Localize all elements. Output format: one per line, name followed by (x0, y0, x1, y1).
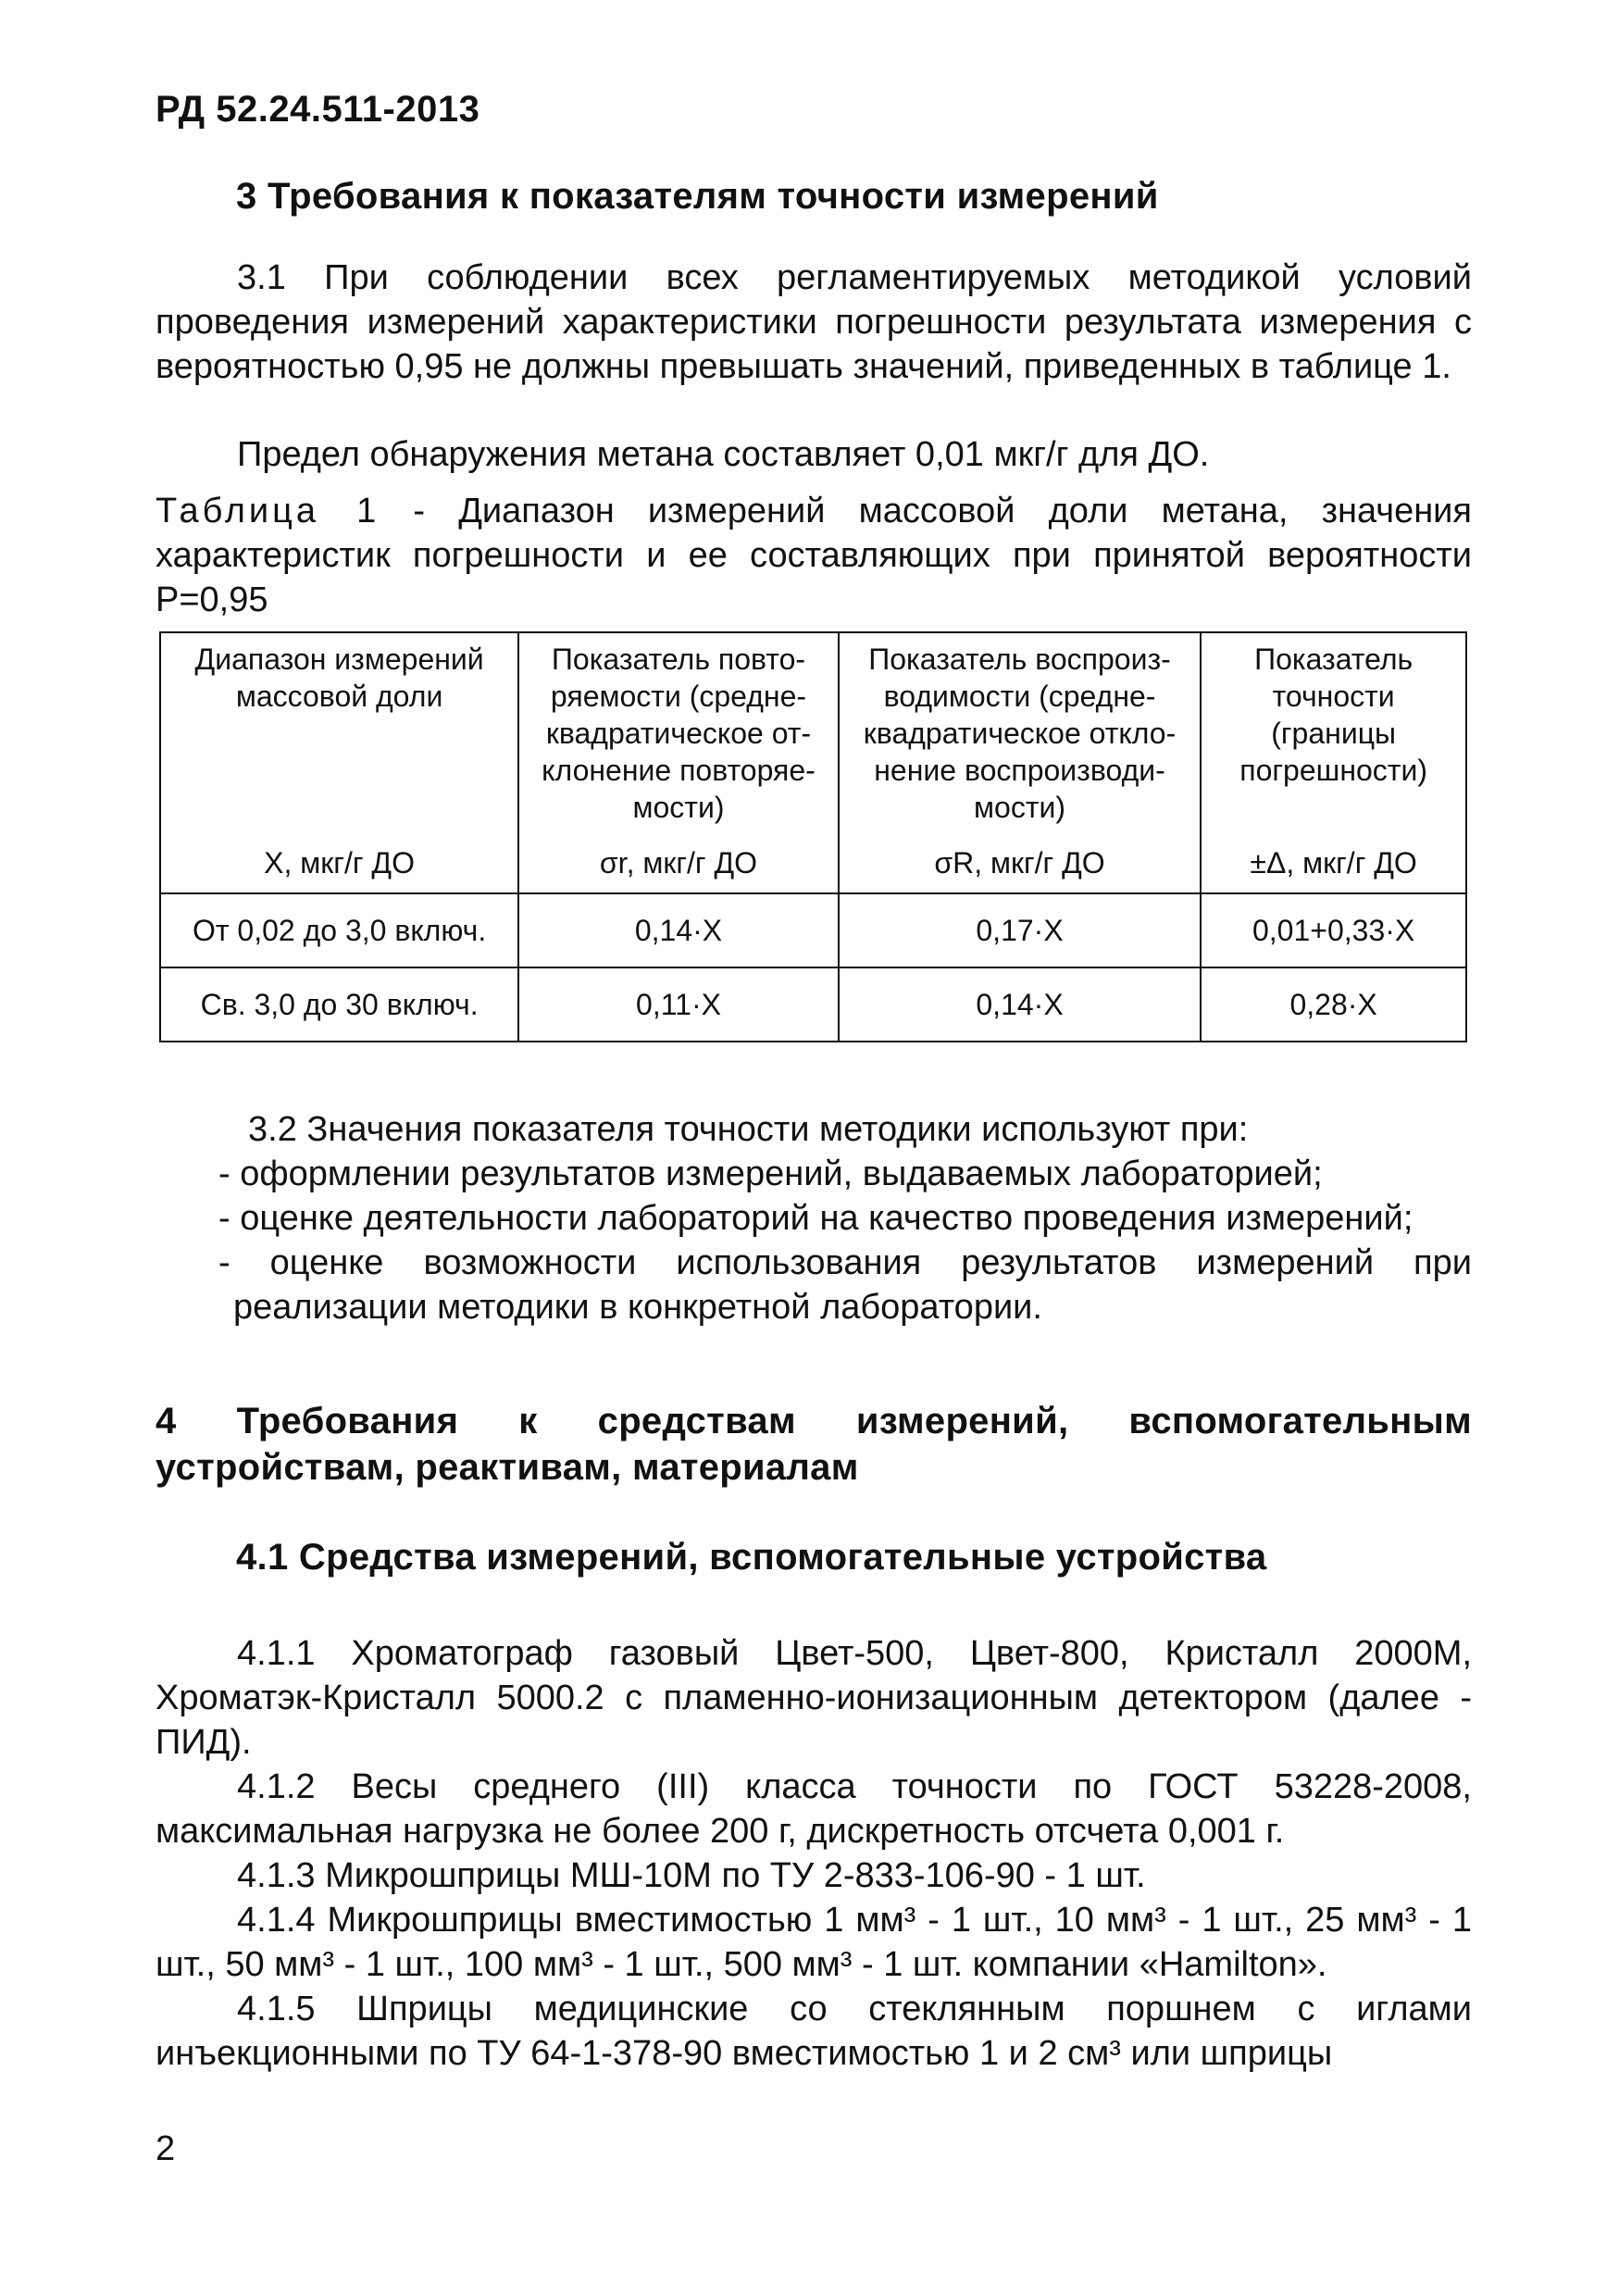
header-symbol: σr, мкг/г ДО (599, 846, 758, 880)
header-symbol: X, мкг/г ДО (264, 846, 415, 880)
list-item: - оценке возможности использования результатов измерений при реализации методики в конкретной лаборатории. (218, 1243, 1472, 1327)
list-item: 4.1.2 Весы среднего (III) класса точности по ГОСТ 53228-2008, максимальная нагрузка не более 200 г, дискретность отсчета 0,001 г. (156, 1767, 1472, 1851)
list-item: - оформлении результатов измерений, выдаваемых лабораторией; (218, 1154, 1323, 1193)
header-cell-range (160, 632, 518, 893)
list-item: 4.1.5 Шприцы медицинские со стеклянным поршнем с иглами инъекционными по ТУ 64-1-378-90 вместимостью 1 и 2 см³ или шприцы (156, 1990, 1472, 2073)
section-4-1-items (156, 1631, 1472, 2076)
header-text: Диапазон измерений массовой доли (194, 643, 484, 713)
table-caption-text: - Диапазон измерений массовой доли метана, значения характеристик погрешности и ее составляющих при принятой вероятности Р=0,95 (156, 492, 1472, 619)
header-text: Показатель повто- ряемости (средне- квадратическое от- клонение повторяе- мости) (542, 643, 816, 824)
header-symbol: ±Δ, мкг/г ДО (1250, 846, 1417, 880)
header-text: Показатель воспроиз- водимости (средне- квадратическое откло- нение воспроизводи- мости) (863, 643, 1177, 824)
table-cell: 0,28·X (1201, 967, 1466, 1042)
table-cell: 0,17·X (839, 893, 1201, 967)
section-3-title: 3 Требования к показателям точности измерений (236, 176, 1159, 217)
list-item: 4.1.1 Хроматограф газовый Цвет-500, Цвет-800, Кристалл 2000М, Хроматэк-Кристалл 5000.2 с пламенно-ионизационным детектором (далее - ПИД). (156, 1634, 1472, 1762)
document-code: РД 52.24.511-2013 (156, 89, 480, 130)
table-row (160, 893, 1466, 967)
paragraph-3-2-lead: 3.2 Значения показателя точности методики используют при: (248, 1110, 1249, 1149)
header-cell-repeatability (518, 632, 839, 893)
detection-limit-text: Предел обнаружения метана составляет 0,01 мкг/г для ДО. (237, 435, 1210, 474)
header-cell-accuracy (1201, 632, 1466, 893)
table-cell: 0,14·X (518, 893, 839, 967)
page-number: 2 (156, 2129, 176, 2168)
header-symbol: σR, мкг/г ДО (934, 846, 1105, 880)
table-row (160, 967, 1466, 1042)
table-cell: 0,11·X (518, 967, 839, 1042)
paragraph-3-2 (156, 1107, 1472, 1329)
paragraph-3-1: 3.1 При соблюдении всех регламентируемых методикой условий проведения измерений характеристики погрешности результата измерения с вероятностью 0,95 не должны превышать значений, приведенных в таблице 1. (156, 258, 1472, 386)
header-text: Показатель точности (границы погрешности) (1239, 643, 1427, 787)
section-4-1-title: 4.1 Средства измерений, вспомогательные устройства (236, 1537, 1267, 1578)
table-header-row (160, 632, 1466, 893)
table-cell: 0,14·X (839, 967, 1201, 1042)
table-cell: От 0,02 до 3,0 включ. (160, 893, 518, 967)
list-item: 4.1.4 Микрошприцы вместимостью 1 мм³ - 1 шт., 10 мм³ - 1 шт., 25 мм³ - 1 шт., 50 мм³ - 1 шт., 100 мм³ - 1 шт., 500 мм³ - 1 шт. компании «Hamilton». (156, 1901, 1472, 1984)
table-cell: Св. 3,0 до 30 включ. (160, 967, 518, 1042)
list-item: 4.1.3 Микрошприцы МШ-10М по ТУ 2-833-106-90 - 1 шт. (237, 1856, 1146, 1895)
section-4-title: 4 Требования к средствам измерений, вспомогательным устройствам, реактивам, материалам (156, 1401, 1472, 1488)
table-cell: 0,01+0,33·X (1201, 893, 1466, 967)
accuracy-table (159, 631, 1467, 1042)
table-caption-label: Таблица 1 (156, 492, 380, 530)
list-item: - оценке деятельности лабораторий на качество проведения измерений; (218, 1199, 1414, 1238)
table-caption (156, 489, 1472, 622)
header-cell-reproducibility (839, 632, 1201, 893)
